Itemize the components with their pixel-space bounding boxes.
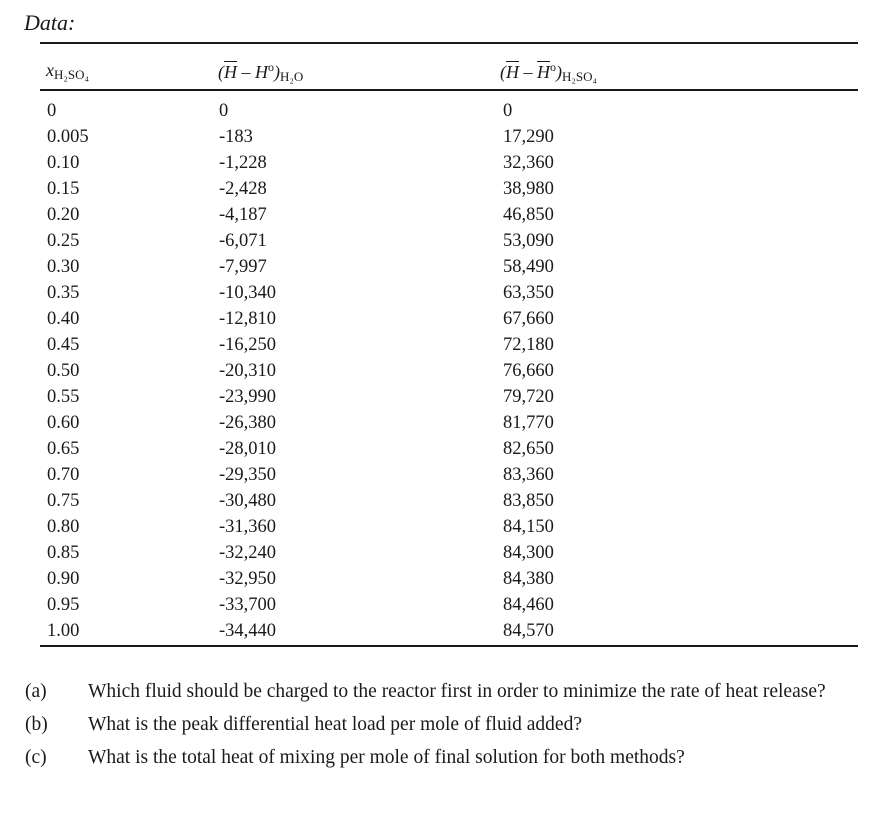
cell-water-enthalpy: -4,187 — [219, 205, 267, 225]
cell-mole-fraction: 0.40 — [47, 309, 80, 329]
cell-acid-enthalpy: 0 — [503, 101, 513, 121]
table-row — [0, 384, 895, 410]
table-row — [0, 540, 895, 566]
data-table-body — [0, 98, 895, 644]
cell-water-enthalpy: -12,810 — [219, 309, 277, 329]
question-letter: (c) — [25, 747, 47, 768]
cell-acid-enthalpy: 84,150 — [503, 517, 554, 537]
header-h2o-close: ) — [274, 62, 280, 82]
table-row — [0, 150, 895, 176]
question-item — [0, 680, 895, 704]
cell-acid-enthalpy: 46,850 — [503, 205, 554, 225]
cell-water-enthalpy: -16,250 — [219, 335, 277, 355]
table-row — [0, 202, 895, 228]
cell-water-enthalpy: -10,340 — [219, 283, 277, 303]
cell-acid-enthalpy: 84,460 — [503, 595, 554, 615]
cell-mole-fraction: 0.005 — [47, 127, 89, 147]
cell-acid-enthalpy: 38,980 — [503, 179, 554, 199]
cell-water-enthalpy: -31,360 — [219, 517, 277, 537]
table-row — [0, 280, 895, 306]
header-h2o-h: H — [255, 62, 268, 82]
cell-water-enthalpy: -33,700 — [219, 595, 277, 615]
table-bottom-rule — [40, 645, 858, 647]
cell-water-enthalpy: -29,350 — [219, 465, 277, 485]
cell-mole-fraction: 0.10 — [47, 153, 80, 173]
cell-acid-enthalpy: 82,650 — [503, 439, 554, 459]
cell-water-enthalpy: -20,310 — [219, 361, 277, 381]
cell-mole-fraction: 0.55 — [47, 387, 80, 407]
cell-acid-enthalpy: 72,180 — [503, 335, 554, 355]
question-item — [0, 746, 895, 770]
cell-water-enthalpy: -34,440 — [219, 621, 277, 641]
question-item — [0, 713, 895, 737]
cell-water-enthalpy: -2,428 — [219, 179, 267, 199]
cell-water-enthalpy: -1,228 — [219, 153, 267, 173]
cell-mole-fraction: 0.25 — [47, 231, 80, 251]
header-h2so4-sub: H₂SO₄ — [562, 69, 598, 84]
table-row — [0, 436, 895, 462]
table-row — [0, 254, 895, 280]
cell-acid-enthalpy: 83,360 — [503, 465, 554, 485]
cell-water-enthalpy: -30,480 — [219, 491, 277, 511]
data-label: Data: — [24, 10, 76, 35]
column-header-acid-enthalpy — [500, 60, 597, 85]
table-row — [0, 98, 895, 124]
cell-acid-enthalpy: 84,570 — [503, 621, 554, 641]
question-text: What is the peak differential heat load per mole of fluid added? — [88, 714, 582, 735]
column-header-water-enthalpy — [218, 60, 303, 85]
table-row — [0, 618, 895, 644]
cell-mole-fraction: 0.90 — [47, 569, 80, 589]
table-row — [0, 410, 895, 436]
cell-water-enthalpy: -32,240 — [219, 543, 277, 563]
column-header-mole-fraction — [46, 60, 89, 83]
header-h2so4-h: $\overline{H}$ — [537, 62, 550, 82]
cell-water-enthalpy: 0 — [219, 101, 229, 121]
header-h2so4-sup: o — [550, 60, 556, 74]
header-h2o-mid: – — [237, 62, 255, 82]
table-row — [0, 332, 895, 358]
cell-mole-fraction: 0.85 — [47, 543, 80, 563]
question-text: Which fluid should be charged to the reactor first in order to minimize the rate of heat release? — [88, 681, 826, 702]
question-list — [0, 680, 895, 779]
cell-acid-enthalpy: 53,090 — [503, 231, 554, 251]
cell-water-enthalpy: -7,997 — [219, 257, 267, 277]
table-row — [0, 124, 895, 150]
header-h2o-hbar: $\overline{H}$ — [224, 62, 237, 82]
table-row — [0, 176, 895, 202]
cell-acid-enthalpy: 81,770 — [503, 413, 554, 433]
cell-acid-enthalpy: 84,300 — [503, 543, 554, 563]
table-row — [0, 306, 895, 332]
cell-mole-fraction: 0.20 — [47, 205, 80, 225]
cell-water-enthalpy: -26,380 — [219, 413, 277, 433]
cell-water-enthalpy: -23,990 — [219, 387, 277, 407]
cell-acid-enthalpy: 76,660 — [503, 361, 554, 381]
cell-water-enthalpy: -32,950 — [219, 569, 277, 589]
header-x-sub: H₂SO₄ — [54, 67, 90, 82]
cell-mole-fraction: 0.30 — [47, 257, 80, 277]
cell-acid-enthalpy: 58,490 — [503, 257, 554, 277]
cell-mole-fraction: 0.15 — [47, 179, 80, 199]
table-top-rule — [40, 42, 858, 44]
question-text: What is the total heat of mixing per mole of final solution for both methods? — [88, 747, 685, 768]
table-row — [0, 228, 895, 254]
header-h2o-open: ( — [218, 62, 224, 82]
table-row — [0, 462, 895, 488]
header-h2so4-open: ( — [500, 62, 506, 82]
header-h2o-sup: o — [268, 60, 274, 74]
cell-acid-enthalpy: 67,660 — [503, 309, 554, 329]
table-row — [0, 488, 895, 514]
cell-mole-fraction: 0.80 — [47, 517, 80, 537]
cell-water-enthalpy: -28,010 — [219, 439, 277, 459]
cell-acid-enthalpy: 32,360 — [503, 153, 554, 173]
cell-acid-enthalpy: 84,380 — [503, 569, 554, 589]
cell-mole-fraction: 0.50 — [47, 361, 80, 381]
cell-mole-fraction: 1.00 — [47, 621, 80, 641]
header-h2o-sub: H₂O — [280, 69, 304, 84]
cell-mole-fraction: 0.95 — [47, 595, 80, 615]
cell-water-enthalpy: -183 — [219, 127, 253, 147]
cell-mole-fraction: 0.45 — [47, 335, 80, 355]
table-header-rule — [40, 89, 858, 91]
cell-acid-enthalpy: 63,350 — [503, 283, 554, 303]
cell-mole-fraction: 0.35 — [47, 283, 80, 303]
table-row — [0, 566, 895, 592]
header-h2so4-close: ) — [556, 62, 562, 82]
table-row — [0, 592, 895, 618]
question-letter: (a) — [25, 681, 47, 702]
cell-mole-fraction: 0.70 — [47, 465, 80, 485]
cell-mole-fraction: 0.65 — [47, 439, 80, 459]
header-h2so4-hbar: $\overline{H}$ — [506, 62, 519, 82]
cell-acid-enthalpy: 17,290 — [503, 127, 554, 147]
cell-mole-fraction: 0.60 — [47, 413, 80, 433]
cell-mole-fraction: 0 — [47, 101, 57, 121]
cell-acid-enthalpy: 79,720 — [503, 387, 554, 407]
header-h2so4-mid: – — [519, 62, 537, 82]
cell-mole-fraction: 0.75 — [47, 491, 80, 511]
cell-water-enthalpy: -6,071 — [219, 231, 267, 251]
cell-acid-enthalpy: 83,850 — [503, 491, 554, 511]
table-row — [0, 358, 895, 384]
table-row — [0, 514, 895, 540]
question-letter: (b) — [25, 714, 48, 735]
header-x-main: x — [46, 60, 54, 80]
